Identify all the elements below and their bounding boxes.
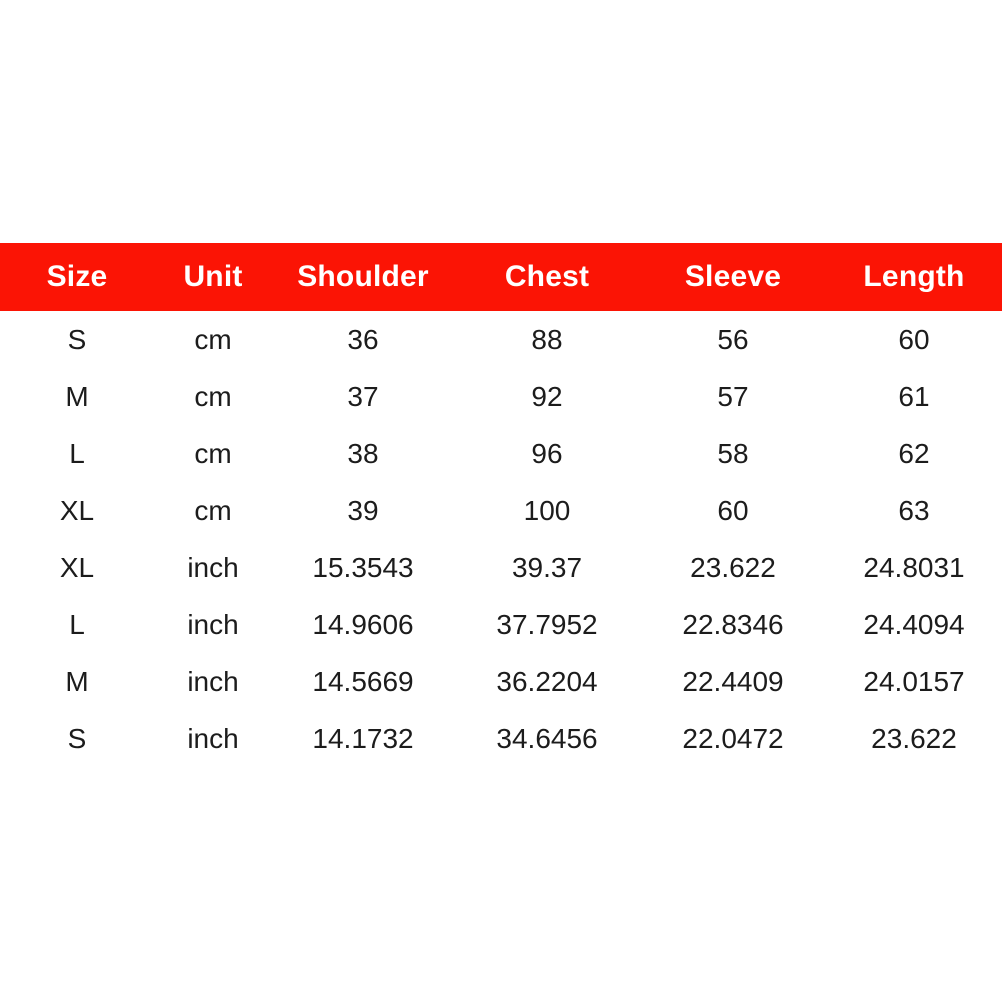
cell-chest: 36.2204 bbox=[454, 653, 640, 710]
cell-unit: cm bbox=[154, 311, 272, 368]
cell-size: M bbox=[0, 653, 154, 710]
cell-unit: inch bbox=[154, 539, 272, 596]
cell-unit: cm bbox=[154, 425, 272, 482]
cell-shoulder: 14.5669 bbox=[272, 653, 454, 710]
cell-sleeve: 57 bbox=[640, 368, 826, 425]
cell-sleeve: 22.0472 bbox=[640, 710, 826, 767]
cell-chest: 92 bbox=[454, 368, 640, 425]
cell-size: L bbox=[0, 596, 154, 653]
cell-chest: 88 bbox=[454, 311, 640, 368]
table-row bbox=[0, 311, 1002, 368]
table-row bbox=[0, 368, 1002, 425]
cell-shoulder: 39 bbox=[272, 482, 454, 539]
cell-shoulder: 36 bbox=[272, 311, 454, 368]
table-row bbox=[0, 482, 1002, 539]
column-header-unit: Unit bbox=[154, 243, 272, 311]
table-row bbox=[0, 710, 1002, 767]
table-body bbox=[0, 311, 1002, 767]
cell-shoulder: 15.3543 bbox=[272, 539, 454, 596]
cell-size: XL bbox=[0, 539, 154, 596]
column-header-chest: Chest bbox=[454, 243, 640, 311]
column-header-sleeve: Sleeve bbox=[640, 243, 826, 311]
table-header bbox=[0, 243, 1002, 311]
column-header-length: Length bbox=[826, 243, 1002, 311]
cell-size: L bbox=[0, 425, 154, 482]
cell-chest: 100 bbox=[454, 482, 640, 539]
cell-sleeve: 60 bbox=[640, 482, 826, 539]
table-row bbox=[0, 653, 1002, 710]
cell-unit: inch bbox=[154, 653, 272, 710]
cell-length: 24.8031 bbox=[826, 539, 1002, 596]
table-row bbox=[0, 425, 1002, 482]
cell-sleeve: 56 bbox=[640, 311, 826, 368]
cell-size: S bbox=[0, 311, 154, 368]
cell-sleeve: 58 bbox=[640, 425, 826, 482]
cell-length: 63 bbox=[826, 482, 1002, 539]
cell-unit: cm bbox=[154, 482, 272, 539]
cell-shoulder: 38 bbox=[272, 425, 454, 482]
table-row bbox=[0, 596, 1002, 653]
cell-shoulder: 14.9606 bbox=[272, 596, 454, 653]
cell-size: M bbox=[0, 368, 154, 425]
cell-sleeve: 22.8346 bbox=[640, 596, 826, 653]
cell-unit: inch bbox=[154, 596, 272, 653]
cell-length: 23.622 bbox=[826, 710, 1002, 767]
table-row bbox=[0, 539, 1002, 596]
cell-sleeve: 23.622 bbox=[640, 539, 826, 596]
cell-length: 62 bbox=[826, 425, 1002, 482]
cell-sleeve: 22.4409 bbox=[640, 653, 826, 710]
cell-size: S bbox=[0, 710, 154, 767]
cell-chest: 39.37 bbox=[454, 539, 640, 596]
size-chart-table bbox=[0, 243, 1002, 767]
cell-length: 24.0157 bbox=[826, 653, 1002, 710]
cell-chest: 96 bbox=[454, 425, 640, 482]
cell-unit: inch bbox=[154, 710, 272, 767]
cell-size: XL bbox=[0, 482, 154, 539]
cell-length: 24.4094 bbox=[826, 596, 1002, 653]
cell-length: 61 bbox=[826, 368, 1002, 425]
cell-chest: 37.7952 bbox=[454, 596, 640, 653]
column-header-shoulder: Shoulder bbox=[272, 243, 454, 311]
cell-chest: 34.6456 bbox=[454, 710, 640, 767]
cell-length: 60 bbox=[826, 311, 1002, 368]
header-row bbox=[0, 243, 1002, 311]
column-header-size: Size bbox=[0, 243, 154, 311]
cell-unit: cm bbox=[154, 368, 272, 425]
cell-shoulder: 14.1732 bbox=[272, 710, 454, 767]
cell-shoulder: 37 bbox=[272, 368, 454, 425]
